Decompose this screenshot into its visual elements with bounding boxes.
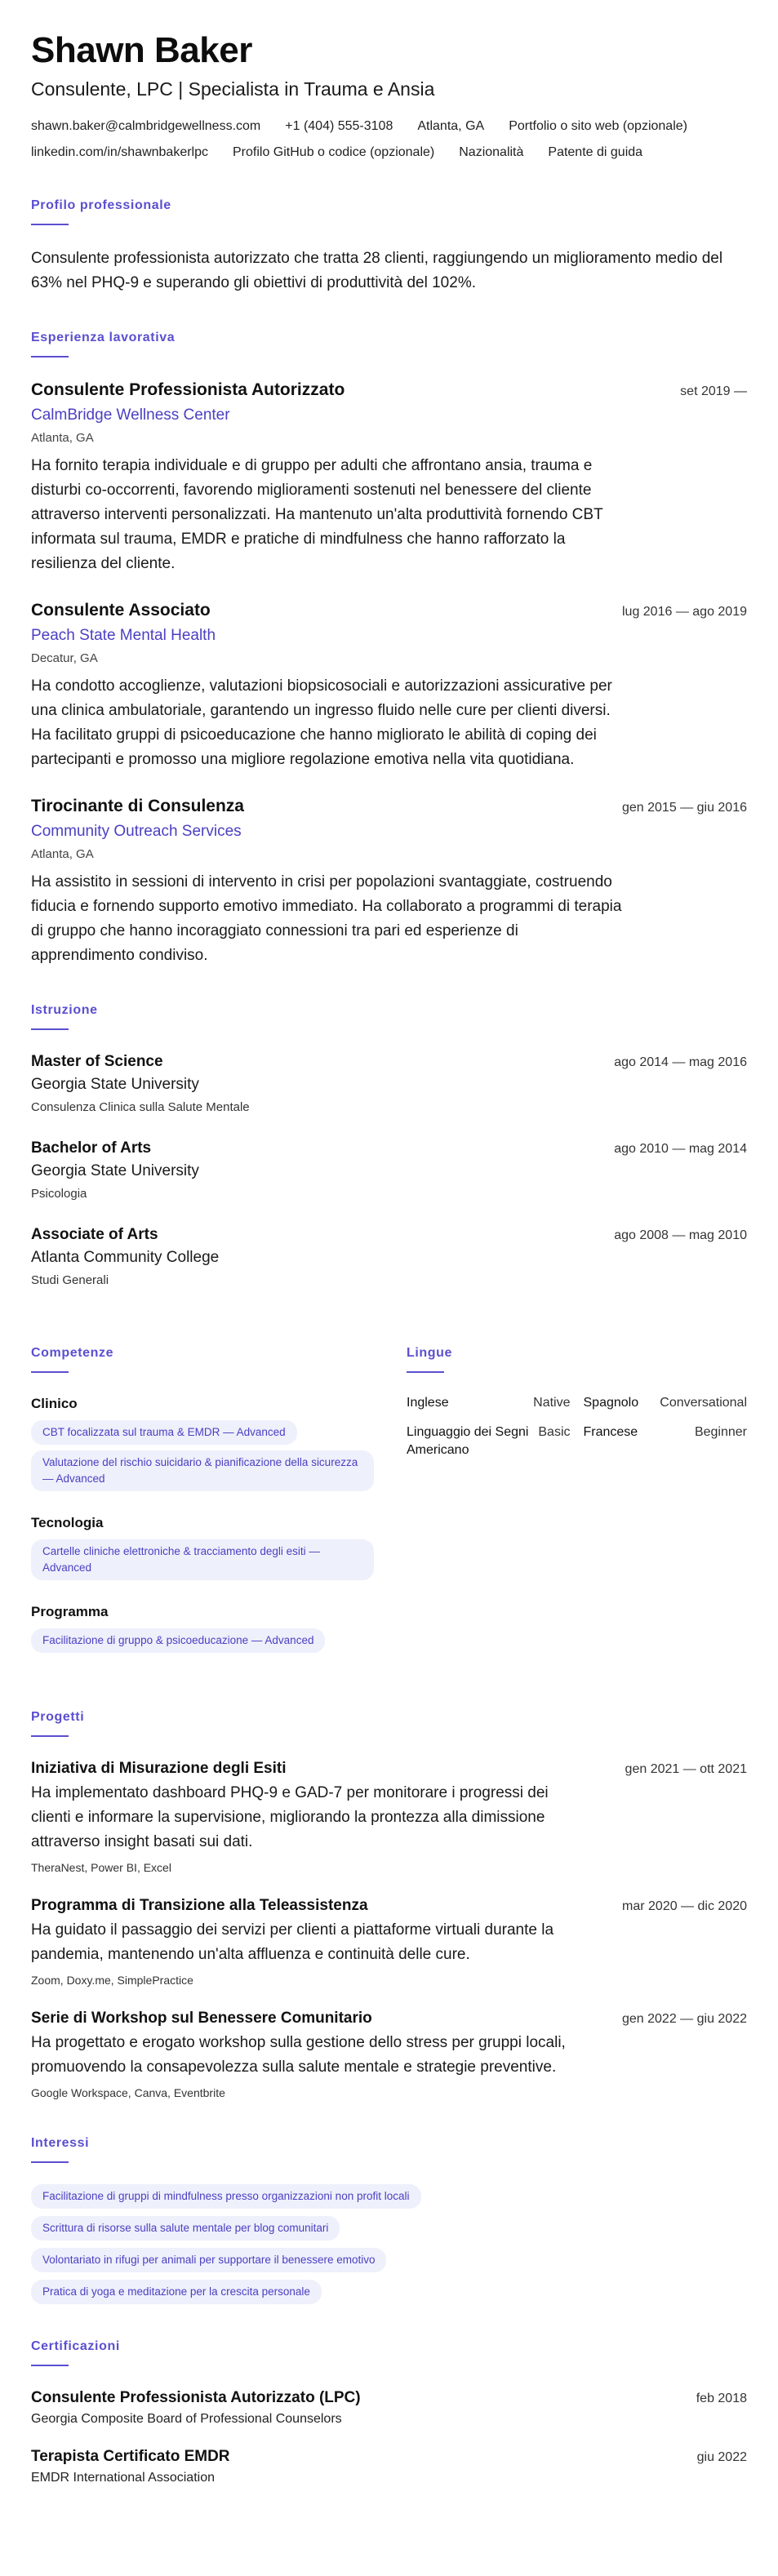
certification-item	[31, 2387, 747, 2428]
education-date: ago 2008 — mag 2010	[614, 1228, 747, 1242]
project-item	[31, 2008, 747, 2101]
job-title: Consulente Associato	[31, 601, 211, 620]
projects-section	[31, 1708, 747, 2101]
certification-date: feb 2018	[696, 2392, 747, 2405]
section-title-skills: Competenze	[31, 1346, 114, 1360]
contact-nationality: Nazionalità	[459, 145, 524, 159]
education-field: Psicologia	[31, 1187, 87, 1201]
education-date: ago 2014 — mag 2016	[614, 1055, 747, 1069]
interest-list	[31, 2184, 747, 2304]
project-title: Serie di Workshop sul Benessere Comunitario	[31, 2010, 372, 2027]
education-item	[31, 1138, 747, 1203]
job-date: gen 2015 — giu 2016	[621, 801, 747, 815]
job-description: Ha assistito in sessioni di intervento in crisi per popolazioni svantaggiate, costruendo fiducia e fornendo supporto emotivo immediato. Ha collaborato a programmi di terapia di gruppo che hanno incoraggiato connessioni tra pari ed esperienze di apprendimento condiviso.	[31, 873, 622, 964]
job-title: Consulente Professionista Autorizzato	[31, 380, 345, 399]
section-title-experience: Esperienza lavorativa	[31, 331, 176, 344]
education-section	[31, 1001, 747, 1290]
job-location: Atlanta, GA	[31, 847, 94, 861]
job-date: lug 2016 — ago 2019	[621, 605, 747, 619]
section-divider	[31, 224, 69, 225]
project-date: mar 2020 — dic 2020	[622, 1899, 747, 1913]
summary-section	[31, 196, 747, 295]
job-company[interactable]: CalmBridge Wellness Center	[31, 406, 230, 424]
languages-section	[407, 1311, 747, 1675]
project-title: Programma di Transizione alla Teleassistenza	[31, 1897, 368, 1914]
certification-date: giu 2022	[696, 2450, 747, 2464]
summary-text: Consulente professionista autorizzato che tratta 28 clienti, raggiungendo un miglioramento medio del 63% nel PHQ-9 e superando gli obiettivi di produttività del 102%.	[31, 250, 723, 291]
language-list	[407, 1394, 747, 1459]
project-tech: Google Workspace, Canva, Eventbrite	[31, 2086, 225, 2099]
certification-item	[31, 2446, 747, 2487]
language-item	[407, 1394, 571, 1412]
section-divider	[407, 1371, 444, 1373]
language-level: Native	[533, 1396, 571, 1410]
section-title-languages: Lingue	[407, 1346, 453, 1360]
headline: Consulente, LPC | Specialista in Trauma e Ansia	[31, 78, 435, 100]
project-item	[31, 1895, 747, 1988]
project-item	[31, 1758, 747, 1876]
skill-chip: CBT focalizzata sul trauma & EMDR — Advanced	[31, 1420, 297, 1445]
education-item	[31, 1224, 747, 1290]
contact-driving-license: Patente di guida	[548, 145, 643, 159]
certification-title: Terapista Certificato EMDR	[31, 2448, 230, 2465]
education-school: Georgia State University	[31, 1162, 199, 1179]
skill-group	[31, 1513, 382, 1586]
language-name: Inglese	[407, 1396, 449, 1410]
job-description: Ha fornito terapia individuale e di gruppo per adulti che affrontano ansia, trauma e disturbi co-occorrenti, favorendo miglioramenti sostenuti nel benessere del cliente attraverso interventi personalizzati. Ha mantenuto un'alta produttività fornendo CBT informata sul trauma, EMDR e pratiche di mindfulness che hanno rafforzato la resilienza del cliente.	[31, 457, 603, 572]
skill-group	[31, 1602, 382, 1659]
job-description: Ha condotto accoglienze, valutazioni biopsicosociali e autorizzazioni assicurative per una clinica ambulatoriale, garantendo un ingresso fluido nelle cure per clienti diversi. Ha facilitato gruppi di psicoeducazione che hanno migliorato le abilità di coping dei partecipanti e promosso una migliore regolazione emotiva nella vita quotidiana.	[31, 677, 612, 768]
education-field: Consulenza Clinica sulla Salute Mentale	[31, 1100, 250, 1114]
project-tech: Zoom, Doxy.me, SimplePractice	[31, 1974, 193, 1987]
interest-chip: Facilitazione di gruppi di mindfulness presso organizzazioni non profit locali	[31, 2184, 421, 2209]
language-item	[584, 1394, 748, 1412]
certifications-section	[31, 2337, 747, 2487]
section-title-education: Istruzione	[31, 1003, 98, 1017]
project-tech: TheraNest, Power BI, Excel	[31, 1861, 171, 1874]
contact-portfolio[interactable]: Portfolio o sito web (opzionale)	[509, 119, 687, 133]
candidate-name: Shawn Baker	[31, 30, 252, 70]
skill-group-title: Clinico	[31, 1396, 78, 1411]
job-company[interactable]: Community Outreach Services	[31, 823, 242, 840]
job-title: Tirocinante di Consulenza	[31, 797, 244, 815]
education-degree: Associate of Arts	[31, 1226, 158, 1243]
education-degree: Master of Science	[31, 1053, 163, 1070]
skills-languages-row	[31, 1311, 747, 1675]
project-date: gen 2021 — ott 2021	[625, 1762, 747, 1776]
contact-list	[31, 116, 747, 163]
contact-email[interactable]: shawn.baker@calmbridgewellness.com	[31, 119, 261, 133]
language-level: Conversational	[660, 1396, 747, 1410]
language-name: Linguaggio dei Segni Americano	[407, 1425, 529, 1457]
section-title-interests: Interessi	[31, 2136, 90, 2150]
section-divider	[31, 1371, 69, 1373]
contact-phone[interactable]: +1 (404) 555-3108	[285, 119, 393, 133]
section-divider	[31, 356, 69, 358]
skill-chip: Facilitazione di gruppo & psicoeducazione — Advanced	[31, 1628, 325, 1653]
project-description: Ha progettato e erogato workshop sulla gestione dello stress per gruppi locali, promuovendo la consapevolezza sulla salute mentale e strategie preventive.	[31, 2034, 566, 2076]
interests-section	[31, 2134, 747, 2304]
section-divider	[31, 2365, 69, 2366]
project-title: Iniziativa di Misurazione degli Esiti	[31, 1760, 287, 1777]
project-description: Ha implementato dashboard PHQ-9 e GAD-7 per monitorare i progressi dei clienti e informare la supervisione, migliorando la prontezza alla dimissione attraverso insight basati sui dati.	[31, 1784, 549, 1850]
education-field: Studi Generali	[31, 1273, 109, 1287]
interest-chip: Scrittura di risorse sulla salute mentale per blog comunitari	[31, 2216, 340, 2241]
job-company[interactable]: Peach State Mental Health	[31, 627, 216, 644]
education-school: Atlanta Community College	[31, 1249, 220, 1266]
project-description: Ha guidato il passaggio dei servizi per clienti a piattaforme virtuali durante la pandemia, mantenendo un'alta affluenza e continuità delle cure.	[31, 1921, 554, 1963]
job-date: set 2019 —	[680, 384, 747, 398]
section-divider	[31, 1735, 69, 1737]
skill-group	[31, 1394, 382, 1497]
certification-title: Consulente Professionista Autorizzato (LPC)	[31, 2389, 361, 2406]
section-divider	[31, 1028, 69, 1030]
section-title-projects: Progetti	[31, 1710, 85, 1724]
resume-header	[31, 29, 747, 163]
skill-group-title: Programma	[31, 1604, 109, 1619]
education-date: ago 2010 — mag 2014	[614, 1142, 747, 1156]
section-title-summary: Profilo professionale	[31, 198, 171, 212]
language-name: Francese	[583, 1425, 638, 1439]
section-divider	[31, 2161, 69, 2163]
project-date: gen 2022 — giu 2022	[621, 2012, 747, 2026]
interest-chip: Volontariato in rifugi per animali per supportare il benessere emotivo	[31, 2248, 386, 2272]
skill-chip: Valutazione del rischio suicidario & pianificazione della sicurezza — Advanced	[31, 1450, 374, 1491]
interest-chip: Pratica di yoga e meditazione per la crescita personale	[31, 2280, 322, 2304]
experience-item	[31, 379, 747, 576]
contact-location: Atlanta, GA	[417, 119, 485, 133]
job-location: Decatur, GA	[31, 651, 98, 665]
section-title-certifications: Certificazioni	[31, 2339, 120, 2353]
language-level: Basic	[538, 1425, 571, 1439]
language-item	[584, 1423, 748, 1459]
experience-item	[31, 599, 747, 772]
education-item	[31, 1051, 747, 1117]
contact-linkedin[interactable]: linkedin.com/in/shawnbakerlpc	[31, 145, 208, 159]
skills-section	[31, 1311, 407, 1675]
language-item	[407, 1423, 571, 1459]
language-name: Spagnolo	[583, 1396, 639, 1410]
skill-chip: Cartelle cliniche elettroniche & tracciamento degli esiti — Advanced	[31, 1539, 374, 1580]
contact-github[interactable]: Profilo GitHub o codice (opzionale)	[233, 145, 435, 159]
language-level: Beginner	[694, 1425, 747, 1439]
experience-item	[31, 795, 747, 968]
certification-org: EMDR International Association	[31, 2471, 215, 2485]
education-school: Georgia State University	[31, 1076, 199, 1093]
certification-org: Georgia Composite Board of Professional Counselors	[31, 2412, 342, 2426]
skill-group-title: Tecnologia	[31, 1515, 104, 1530]
experience-section	[31, 328, 747, 968]
job-location: Atlanta, GA	[31, 431, 94, 445]
education-degree: Bachelor of Arts	[31, 1139, 152, 1157]
